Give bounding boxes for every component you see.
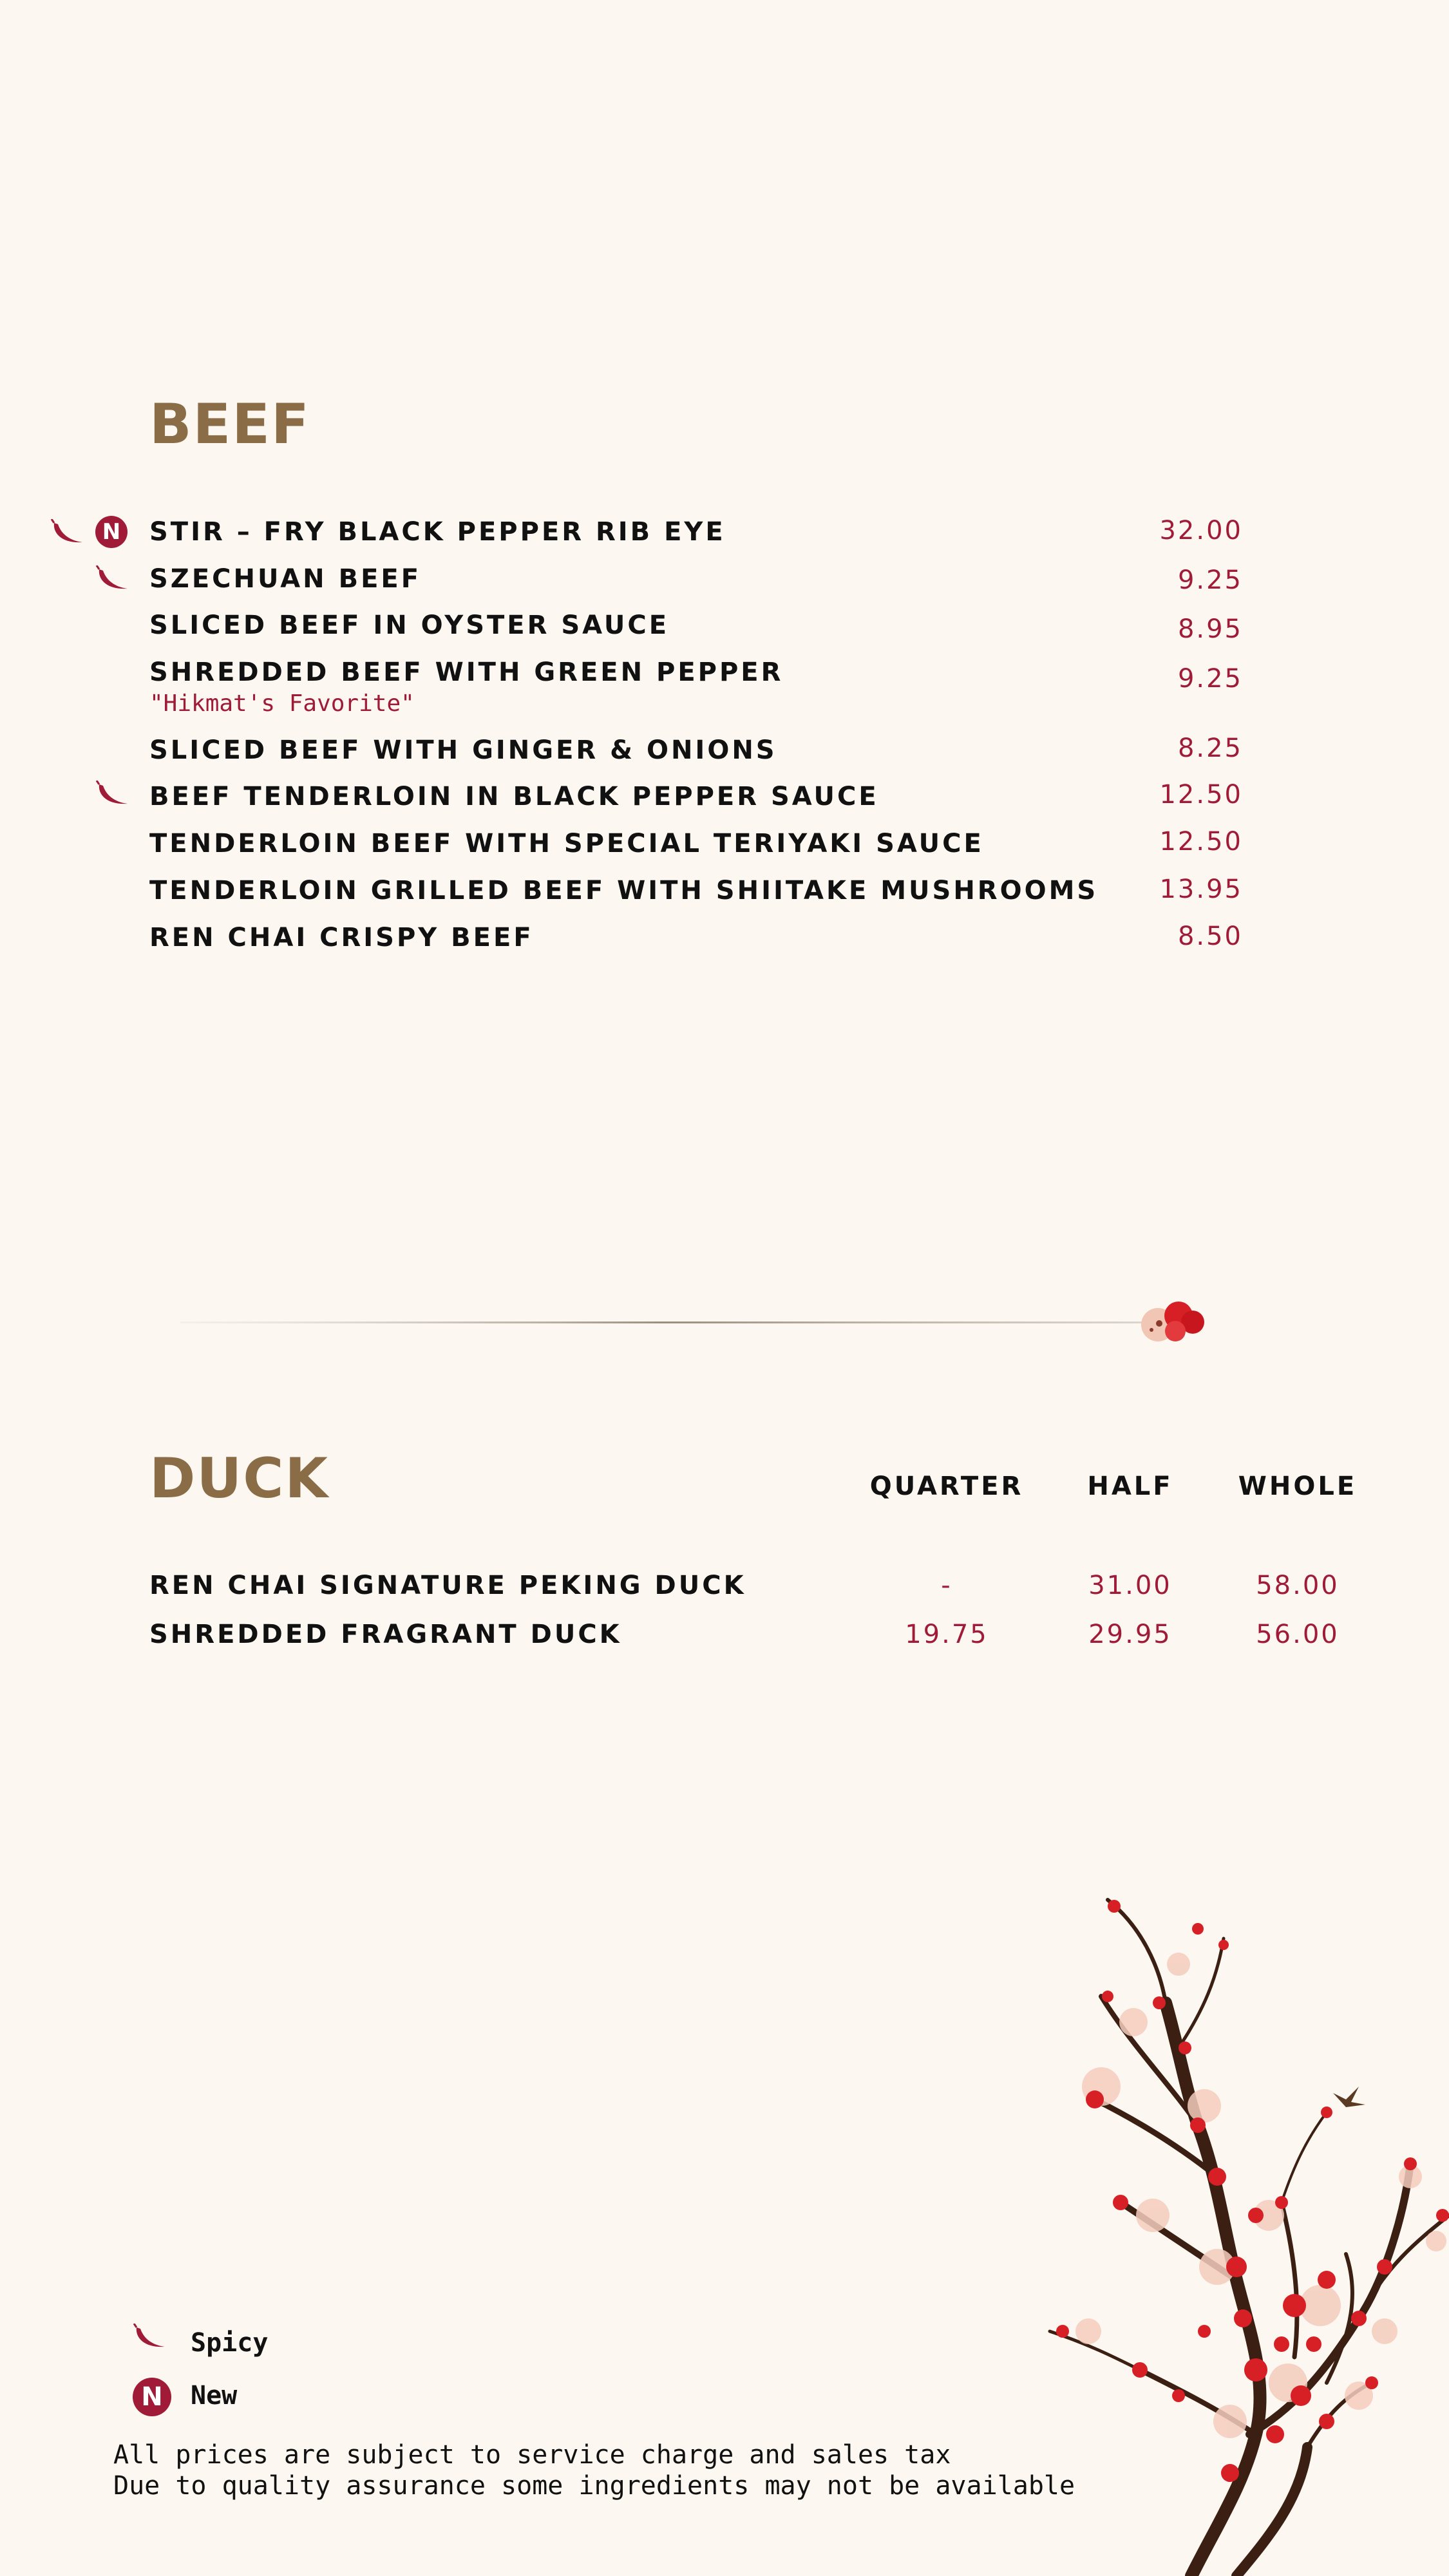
- menu-item-price: 9.25: [1177, 565, 1243, 595]
- footnote-quality-assurance: Due to quality assurance some ingredients may not be available: [113, 2471, 1075, 2501]
- legend-new-badge-icon: N: [133, 2378, 171, 2416]
- menu-item-name: SZECHUAN BEEF: [149, 564, 422, 594]
- duck-price-half: 29.95: [1088, 1620, 1172, 1649]
- column-header-whole: WHOLE: [1238, 1472, 1358, 1501]
- legend-spicy-label: Spicy: [191, 2328, 269, 2358]
- duck-price-quarter: 19.75: [905, 1620, 989, 1649]
- duck-item-name: REN CHAI SIGNATURE PEKING DUCK: [149, 1571, 746, 1600]
- menu-item-price: 8.50: [1177, 922, 1243, 951]
- menu-item-price: 8.95: [1177, 614, 1243, 644]
- blossom-flower-icon: [1141, 1302, 1204, 1341]
- duck-item-name: SHREDDED FRAGRANT DUCK: [149, 1620, 622, 1649]
- menu-item-price: 32.00: [1159, 516, 1243, 545]
- menu-item-note: "Hikmat's Favorite": [149, 690, 415, 717]
- duck-price-whole: 56.00: [1256, 1620, 1340, 1649]
- menu-item-price: 12.50: [1159, 827, 1243, 857]
- new-badge-icon: N: [95, 516, 128, 548]
- menu-item-price: 13.95: [1159, 875, 1243, 904]
- menu-item-price: 8.25: [1177, 734, 1243, 763]
- menu-item-name: BEEF TENDERLOIN IN BLACK PEPPER SAUCE: [149, 782, 879, 811]
- menu-item-name: SLICED BEEF IN OYSTER SAUCE: [149, 611, 670, 640]
- section-divider: [180, 1285, 1224, 1362]
- duck-price-quarter: -: [941, 1571, 952, 1600]
- column-header-quarter: QUARTER: [869, 1472, 1024, 1501]
- menu-item-price: 9.25: [1177, 664, 1243, 694]
- spicy-pepper-icon: [95, 781, 131, 809]
- spicy-pepper-icon: [95, 565, 131, 594]
- menu-item-name: SLICED BEEF WITH GINGER & ONIONS: [149, 735, 777, 765]
- duck-price-half: 31.00: [1088, 1571, 1172, 1600]
- beef-section-title: BEEF: [149, 392, 310, 457]
- legend-new-label: New: [191, 2381, 238, 2410]
- menu-item-name: REN CHAI CRISPY BEEF: [149, 923, 534, 952]
- menu-item-name: SHREDDED BEEF WITH GREEN PEPPER: [149, 658, 784, 687]
- menu-item-price: 12.50: [1159, 780, 1243, 810]
- menu-item-name: TENDERLOIN BEEF WITH SPECIAL TERIYAKI SAUCE: [149, 829, 984, 858]
- duck-price-whole: 58.00: [1256, 1571, 1340, 1600]
- duck-section-title: DUCK: [149, 1446, 329, 1511]
- legend-spicy-pepper-icon: [133, 2324, 169, 2352]
- cherry-blossom-tree-illustration: [1024, 1855, 1449, 2576]
- swallow-bird-icon: [1333, 2087, 1365, 2107]
- column-header-half: HALF: [1087, 1472, 1173, 1501]
- menu-item-name: TENDERLOIN GRILLED BEEF WITH SHIITAKE MUSHROOMS: [149, 876, 1099, 905]
- footnote-service-charge: All prices are subject to service charge and sales tax: [113, 2440, 951, 2470]
- spicy-pepper-icon: [50, 519, 86, 547]
- menu-item-name: STIR – FRY BLACK PEPPER RIB EYE: [149, 517, 726, 547]
